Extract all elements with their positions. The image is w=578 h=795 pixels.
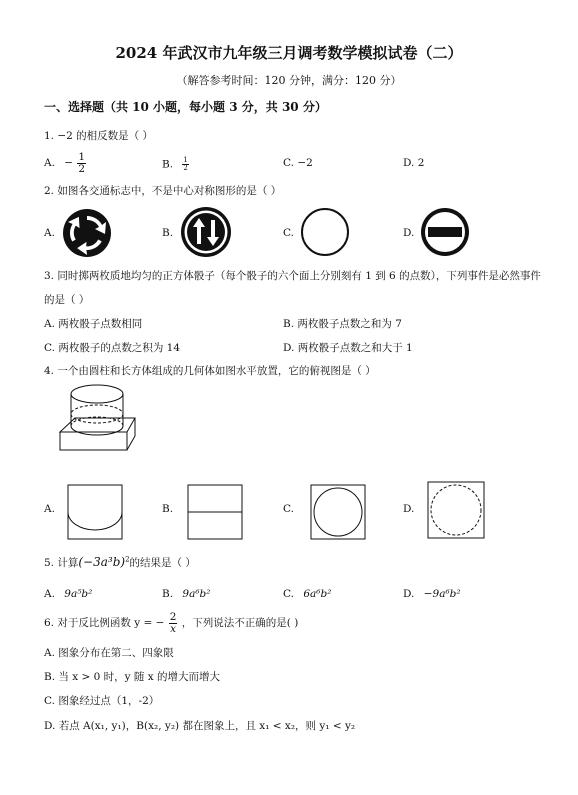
fraction-denominator: 2: [78, 162, 86, 175]
question-5-option-b: [162, 588, 211, 600]
question-4-option-a: A.: [44, 503, 55, 515]
option-value: −9a⁶b²: [423, 588, 461, 600]
question-1-option-d: D. 2: [403, 157, 425, 169]
question-2-option-b: B.: [162, 227, 174, 239]
question-6-stem: [44, 612, 298, 634]
question-1-option-c: C. −2: [283, 157, 313, 169]
option-label: A.: [44, 588, 55, 600]
option-sign: −: [64, 157, 74, 169]
question-6-option-d: D. 若点 A(x₁, y₁)，B(x₂, y₂) 都在图象上，且 x₁ < x₂，则 y₁ < y₂: [44, 720, 356, 732]
question-6-option-b: B. 当 x > 0 时，y 随 x 的增大而增大: [44, 671, 221, 683]
top-view-option-d-figure: [427, 481, 485, 539]
option-value: 6a⁶b²: [303, 588, 332, 600]
question-3-option-b: B. 两枚骰子点数之和为 7: [283, 318, 402, 330]
option-value: 9a⁵b²: [64, 588, 93, 600]
fraction-numerator: 2: [169, 611, 177, 623]
top-view-option-b-figure: [187, 484, 243, 540]
fraction-numerator: 1: [183, 156, 188, 164]
empty-circle-sign-icon: [300, 207, 350, 257]
question-2-stem: 2. 如图各交通标志中，不是中心对称图形的是（ ）: [44, 185, 282, 197]
fraction-denominator: 2: [183, 164, 188, 172]
exam-subtitle: （解答参考时间：120 分钟，满分：120 分）: [176, 74, 402, 87]
top-view-option-c-figure: [310, 484, 366, 540]
question-5-expression: (−3a³b): [78, 555, 126, 569]
question-6-stem-suffix: ，下列说法不正确的是( ): [181, 617, 299, 629]
no-entry-sign-icon: [420, 207, 470, 257]
question-3-stem-line2: 的是（ ）: [44, 294, 90, 306]
question-1-option-b: [162, 157, 190, 172]
option-label: D.: [403, 588, 415, 600]
two-way-traffic-sign-icon: [180, 206, 232, 258]
roundabout-sign-icon: [62, 208, 112, 258]
question-2-option-a: A.: [44, 227, 55, 239]
fraction-denominator: x: [170, 622, 177, 635]
question-5-stem-suffix: 的结果是（ ）: [129, 557, 196, 569]
cylinder-on-cuboid-figure: [55, 382, 140, 454]
question-3-option-c: C. 两枚骰子的点数之积为 14: [44, 342, 181, 354]
question-4-option-c: C.: [283, 503, 294, 515]
question-3-stem-line1: 3. 同时掷两枚质地均匀的正方体骰子（每个骰子的六个面上分别刻有 1 到 6 的点数），下列事件是必然事件: [44, 270, 541, 282]
fraction: [77, 152, 86, 174]
question-2-option-d: D.: [403, 227, 415, 239]
option-label: B.: [162, 158, 174, 171]
question-6-option-a: A. 图象分布在第二、四象限: [44, 647, 174, 659]
question-4-option-d: D.: [403, 503, 415, 515]
fraction: [169, 612, 178, 634]
question-5-stem-prefix: 5. 计算: [44, 557, 79, 569]
option-label: A.: [44, 157, 55, 169]
top-view-option-a-figure: [67, 484, 123, 540]
question-5-option-a: [44, 588, 92, 600]
section-heading: 一、选择题（共 10 小题，每小题 3 分，共 30 分）: [44, 100, 327, 114]
question-6-stem-prefix: 6. 对于反比例函数 y = −: [44, 617, 165, 629]
question-6-option-c: C. 图象经过点（1，-2）: [44, 695, 160, 707]
question-5-exponent: 2: [125, 555, 130, 564]
exam-title: 2024 年武汉市九年级三月调考数学模拟试卷（二）: [115, 44, 463, 62]
question-3-option-d: D. 两枚骰子点数之和大于 1: [283, 342, 413, 354]
option-value: 9a⁶b²: [182, 588, 211, 600]
question-5-stem: [44, 555, 196, 570]
question-4-stem: 4. 一个由圆柱和长方体组成的几何体如图水平放置，它的俯视图是（ ）: [44, 365, 376, 377]
option-label: C.: [283, 588, 294, 600]
fraction: [182, 157, 188, 172]
question-1-stem: 1. −2 的相反数是（ ）: [44, 130, 154, 142]
question-1-option-a: [44, 152, 87, 174]
fraction-numerator: 1: [78, 151, 86, 163]
option-label: B.: [162, 588, 174, 600]
question-5-option-d: [403, 588, 461, 600]
question-2-option-c: C.: [283, 227, 294, 239]
question-5-option-c: [283, 588, 331, 600]
question-4-option-b: B.: [162, 503, 174, 515]
question-3-option-a: A. 两枚骰子点数相同: [44, 318, 143, 330]
